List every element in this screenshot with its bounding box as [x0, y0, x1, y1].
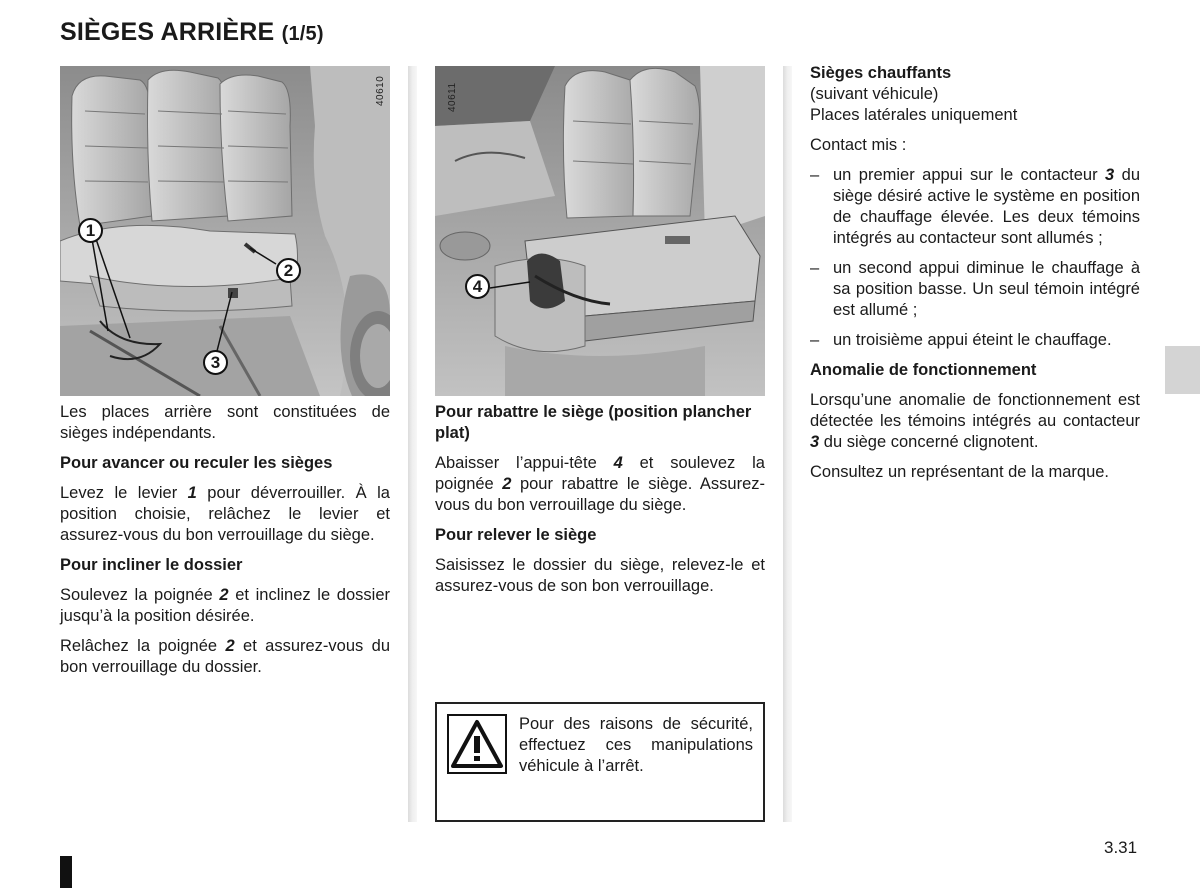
section-heading: Sièges chauffants: [810, 64, 952, 82]
bullet-list: [810, 165, 1140, 351]
list-item: – un premier appui sur le contacteur 3 du siège désiré active le système en position de chauffage élevée. Les deux témoins intégrés au contacteur sont allumés ;: [810, 166, 1140, 247]
list-item: – un troisième appui éteint le chauffage.: [810, 331, 1112, 349]
paragraph: Soulevez la poignée 2 et inclinez le dossier jusqu’à la position désirée.: [60, 586, 390, 625]
subheading: (suivant véhicule): [810, 85, 939, 103]
section-heading: Pour relever le siège: [435, 526, 597, 544]
ref-number: 2: [502, 475, 512, 493]
warning-text: Pour des raisons de sécurité, effectuez ces manipulations véhicule à l’arrêt.: [519, 715, 753, 775]
paragraph: Contact mis :: [810, 136, 907, 154]
section-heading: Pour rabattre le siège (position plancher plat): [435, 403, 752, 442]
callout-2: 2: [276, 258, 301, 283]
paragraph: Lorsqu’une anomalie de fonctionnement est détectée les témoins intégrés au contacteur 3 du siège concerné clignotent.: [810, 391, 1140, 451]
section-heading: Anomalie de fonctionnement: [810, 361, 1037, 379]
paragraph: Abaisser l’appui-tête 4 et soulevez la poignée 2 pour rabattre le siège. Assurez-vous du bon verrouillage du siège.: [435, 454, 765, 514]
warning-box: [435, 702, 765, 822]
column-3: [810, 63, 1140, 492]
page-number: 3.31: [1104, 838, 1138, 857]
callout-3: 3: [203, 350, 228, 375]
rear-seats-illustration: [60, 66, 390, 396]
column-separator: [783, 66, 792, 822]
page-title-text: SIÈGES ARRIÈRE: [60, 18, 275, 46]
subheading: Places latérales uniquement: [810, 106, 1018, 124]
column-separator: [408, 66, 417, 822]
paragraph: Saisissez le dossier du siège, relevez-le et assurez-vous de son bon verrouillage.: [435, 556, 765, 595]
column-1: [60, 402, 390, 687]
callout-1: 1: [78, 218, 103, 243]
paragraph: Consultez un représentant de la marque.: [810, 463, 1110, 481]
callout-4: 4: [465, 274, 490, 299]
section-tab-marker: [1165, 346, 1200, 394]
section-heading: Pour avancer ou reculer les sièges: [60, 454, 333, 472]
ref-number: 3: [810, 433, 820, 451]
page-edge-mark: [60, 856, 72, 888]
section-heading: Pour incliner le dossier: [60, 556, 243, 574]
figure-ref-number: 40611: [447, 82, 458, 112]
ref-number: 1: [187, 484, 197, 502]
ref-number: 3: [1105, 166, 1115, 184]
page-title: [60, 18, 324, 47]
ref-number: 2: [219, 586, 229, 604]
warning-triangle-icon: [447, 714, 507, 774]
ref-number: 2: [225, 637, 235, 655]
ref-number: 4: [613, 454, 623, 472]
figure-ref-number: 40610: [375, 75, 386, 106]
page-title-suffix: (1/5): [281, 23, 324, 45]
list-item: – un second appui diminue le chauffage à sa position basse. Un seul témoin intégré est allumé ;: [810, 259, 1140, 319]
column-2: [435, 402, 765, 606]
paragraph: Levez le levier 1 pour déverrouiller. À la position choisie, relâchez le levier et assurez-vous du bon verrouillage du siège.: [60, 484, 390, 544]
paragraph: Relâchez la poignée 2 et assurez-vous du bon verrouillage du dossier.: [60, 637, 390, 676]
folded-seat-illustration: [435, 66, 765, 396]
intro-paragraph: Les places arrière sont constituées de sièges indépendants.: [60, 403, 390, 442]
